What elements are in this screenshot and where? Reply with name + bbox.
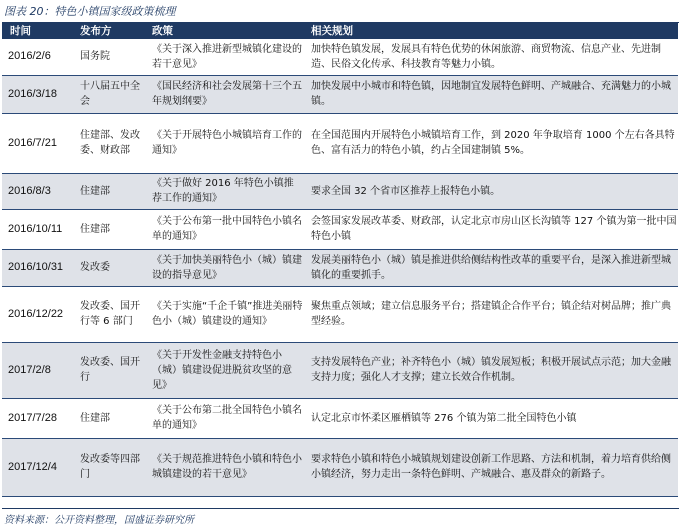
cell-time: 2016/10/31 [2, 249, 72, 286]
cell-policy: 《关于开发性金融支持特色小（城）镇建设促进脱贫攻坚的意见》 [144, 342, 303, 398]
cell-issuer: 国务院 [72, 39, 144, 75]
cell-policy: 《关于实施“千企千镇”推进美丽特色小（城）镇建设的通知》 [144, 286, 303, 342]
cell-plan: 聚焦重点领域；建立信息服务平台；搭建镇企合作平台；镇企结对树品牌；推广典型经验。 [303, 286, 678, 342]
cell-time: 2017/7/28 [2, 398, 72, 438]
cell-issuer: 发改委、国开行等 6 部门 [72, 286, 144, 342]
cell-policy: 《关于公布第二批全国特色小镇名单的通知》 [144, 398, 303, 438]
cell-plan: 加快发展中小城市和特色镇，因地制宜发展特色鲜明、产城融合、充满魅力的小城镇。 [303, 75, 678, 113]
table-row [2, 75, 678, 113]
cell-plan: 要求全国 32 个省市区推荐上报特色小镇。 [303, 173, 678, 209]
cell-issuer: 住建部 [72, 398, 144, 438]
cell-time: 2016/12/22 [2, 286, 72, 342]
cell-time: 2016/7/21 [2, 113, 72, 173]
table-row [2, 173, 678, 209]
table-row [2, 249, 678, 286]
table-header-row [2, 23, 678, 39]
cell-issuer: 住建部、发改委、财政部 [72, 113, 144, 173]
cell-plan: 支持发展特色产业；补齐特色小（城）镇发展短板；积极开展试点示范；加大金融支持力度；强化人才支撑；建立长效合作机制。 [303, 342, 678, 398]
header-plan: 相关规划 [303, 23, 678, 39]
cell-policy: 《关于做好 2016 年特色小镇推荐工作的通知》 [144, 173, 303, 209]
cell-issuer: 十八届五中全会 [72, 75, 144, 113]
cell-policy: 《国民经济和社会发展第十三个五年规划纲要》 [144, 75, 303, 113]
table-row [2, 209, 678, 249]
header-time: 时间 [2, 23, 72, 39]
cell-issuer: 发改委、国开行 [72, 342, 144, 398]
footer-rule [2, 508, 679, 509]
cell-issuer: 发改委 [72, 249, 144, 286]
cell-plan: 加快特色镇发展，发展具有特色优势的休闲旅游、商贸物流、信息产业、先进制造、民俗文化传承、科技教育等魅力小镇。 [303, 39, 678, 75]
table-row [2, 39, 678, 75]
table-row [2, 286, 678, 342]
table-row [2, 342, 678, 398]
cell-plan: 在全国范围内开展特色小城镇培育工作，到 2020 年争取培育 1000 个左右各具特色、富有活力的特色小镇，约占全国建制镇 5%。 [303, 113, 678, 173]
header-policy: 政策 [144, 23, 303, 39]
cell-time: 2016/10/11 [2, 209, 72, 249]
cell-issuer: 住建部 [72, 173, 144, 209]
cell-policy: 《关于开展特色小城镇培育工作的通知》 [144, 113, 303, 173]
cell-plan: 会签国家发展改革委、财政部，认定北京市房山区长沟镇等 127 个镇为第一批中国特色小镇 [303, 209, 678, 249]
cell-time: 2017/2/8 [2, 342, 72, 398]
cell-issuer: 住建部 [72, 209, 144, 249]
cell-plan: 要求特色小镇和特色小城镇规划建设创新工作思路、方法和机制，着力培育供给侧小镇经济，努力走出一条特色鲜明、产城融合、惠及群众的新路子。 [303, 438, 678, 496]
cell-policy: 《关于加快美丽特色小（城）镇建设的指导意见》 [144, 249, 303, 286]
cell-policy: 《关于公布第一批中国特色小镇名单的通知》 [144, 209, 303, 249]
cell-plan: 发展美丽特色小（城）镇是推进供给侧结构性改革的重要平台，是深入推进新型城镇化的重要抓手。 [303, 249, 678, 286]
cell-plan: 认定北京市怀柔区雁栖镇等 276 个镇为第二批全国特色小镇 [303, 398, 678, 438]
table-row [2, 398, 678, 438]
cell-time: 2016/2/6 [2, 39, 72, 75]
table-row [2, 438, 678, 496]
cell-time: 2016/8/3 [2, 173, 72, 209]
cell-time: 2017/12/4 [2, 438, 72, 496]
policy-table [2, 23, 678, 497]
cell-policy: 《关于深入推进新型城镇化建设的若干意见》 [144, 39, 303, 75]
figure-title: 图表 20：特色小镇国家级政策梳理 [4, 5, 176, 18]
header-issuer: 发布方 [72, 23, 144, 39]
cell-time: 2016/3/18 [2, 75, 72, 113]
source-note: 资料来源：公开资料整理，国盛证券研究所 [4, 515, 194, 526]
cell-policy: 《关于规范推进特色小镇和特色小城镇建设的若干意见》 [144, 438, 303, 496]
table-row [2, 113, 678, 173]
cell-issuer: 发改委等四部门 [72, 438, 144, 496]
